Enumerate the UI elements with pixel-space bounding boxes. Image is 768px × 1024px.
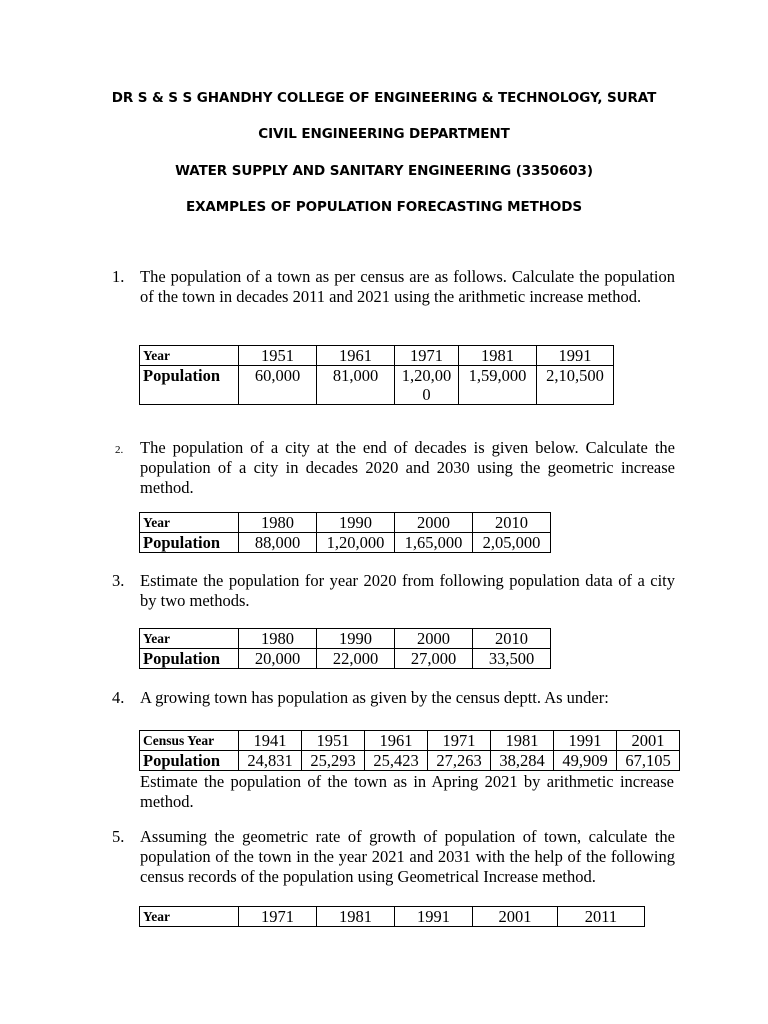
question-text: Estimate the population for year 2020 from following population data of a city by two methods. [140, 571, 675, 610]
row-label-year: Year [140, 907, 239, 927]
population-cell: 60,000 [239, 366, 317, 405]
year-cell: 1951 [302, 731, 365, 751]
population-cell: 2,10,500 [537, 366, 614, 405]
document-title: EXAMPLES OF POPULATION FORECASTING METHODS [185, 199, 583, 215]
question-text: The population of a town as per census are as follows. Calculate the population of the town in decades 2011 and 2021 using the arithmetic increase method. [140, 267, 675, 306]
year-cell: 1991 [554, 731, 617, 751]
year-cell: 1971 [428, 731, 491, 751]
population-cell: 88,000 [239, 533, 317, 553]
row-label-year: Year [140, 346, 239, 366]
population-cell: 81,000 [317, 366, 395, 405]
question-text: Assuming the geometric rate of growth of population of town, calculate the population of the town in the year 2021 and 2031 with the help of the following census records of the population using Geometrical Increase method. [140, 827, 675, 886]
year-cell: 2001 [617, 731, 680, 751]
question-number: 3. [112, 571, 125, 590]
year-cell: 1941 [239, 731, 302, 751]
question-number: 1. [112, 267, 125, 286]
question-number: 5. [112, 827, 125, 846]
population-cell: 27,263 [428, 751, 491, 771]
population-cell: 67,105 [617, 751, 680, 771]
department-name: CIVIL ENGINEERING DEPARTMENT [258, 126, 510, 142]
year-cell: 1981 [459, 346, 537, 366]
row-label-population: Population [140, 649, 239, 669]
row-label-year: Year [140, 629, 239, 649]
population-cell: 25,293 [302, 751, 365, 771]
population-table-2 [139, 512, 551, 553]
population-cell: 33,500 [473, 649, 551, 669]
subject-title: WATER SUPPLY AND SANITARY ENGINEERING (3350603) [175, 163, 593, 179]
year-cell: 1991 [395, 907, 473, 927]
year-cell: 1971 [239, 907, 317, 927]
population-table-4 [139, 730, 680, 771]
population-cell: 1,20,000 [395, 366, 459, 405]
population-cell: 25,423 [365, 751, 428, 771]
population-cell: 1,59,000 [459, 366, 537, 405]
population-table-3 [139, 628, 551, 669]
college-name: DR S & S S GHANDHY COLLEGE OF ENGINEERING & TECHNOLOGY, SURAT [111, 90, 657, 106]
year-cell: 1980 [239, 513, 317, 533]
population-cell: 22,000 [317, 649, 395, 669]
row-label-census-year: Census Year [140, 731, 239, 751]
population-cell: 2,05,000 [473, 533, 551, 553]
question-4-followup: Estimate the population of the town as in Apring 2021 by arithmetic increase method. [140, 772, 674, 811]
year-cell: 2000 [395, 513, 473, 533]
row-label-population: Population [140, 751, 239, 771]
year-cell: 2001 [473, 907, 558, 927]
year-cell: 2010 [473, 629, 551, 649]
year-cell: 1981 [317, 907, 395, 927]
population-table-1 [139, 345, 614, 405]
question-text: The population of a city at the end of decades is given below. Calculate the population of a city in decades 2020 and 2030 using the geometric increase method. [140, 438, 675, 497]
row-label-population: Population [140, 366, 239, 405]
population-table-5 [139, 906, 645, 927]
year-cell: 1961 [317, 346, 395, 366]
population-cell: 1,20,000 [317, 533, 395, 553]
year-cell: 1990 [317, 629, 395, 649]
year-cell: 1961 [365, 731, 428, 751]
row-label-year: Year [140, 513, 239, 533]
year-cell: 2010 [473, 513, 551, 533]
population-cell: 27,000 [395, 649, 473, 669]
year-cell: 2011 [558, 907, 645, 927]
population-cell: 24,831 [239, 751, 302, 771]
year-cell: 1981 [491, 731, 554, 751]
year-cell: 1991 [537, 346, 614, 366]
population-cell: 38,284 [491, 751, 554, 771]
year-cell: 1980 [239, 629, 317, 649]
question-number: 2. [115, 444, 124, 456]
population-cell: 49,909 [554, 751, 617, 771]
year-cell: 1990 [317, 513, 395, 533]
population-cell: 20,000 [239, 649, 317, 669]
question-text: A growing town has population as given by the census deptt. As under: [140, 688, 609, 707]
year-cell: 1951 [239, 346, 317, 366]
question-number: 4. [112, 688, 125, 707]
row-label-population: Population [140, 533, 239, 553]
year-cell: 1971 [395, 346, 459, 366]
population-cell: 1,65,000 [395, 533, 473, 553]
year-cell: 2000 [395, 629, 473, 649]
